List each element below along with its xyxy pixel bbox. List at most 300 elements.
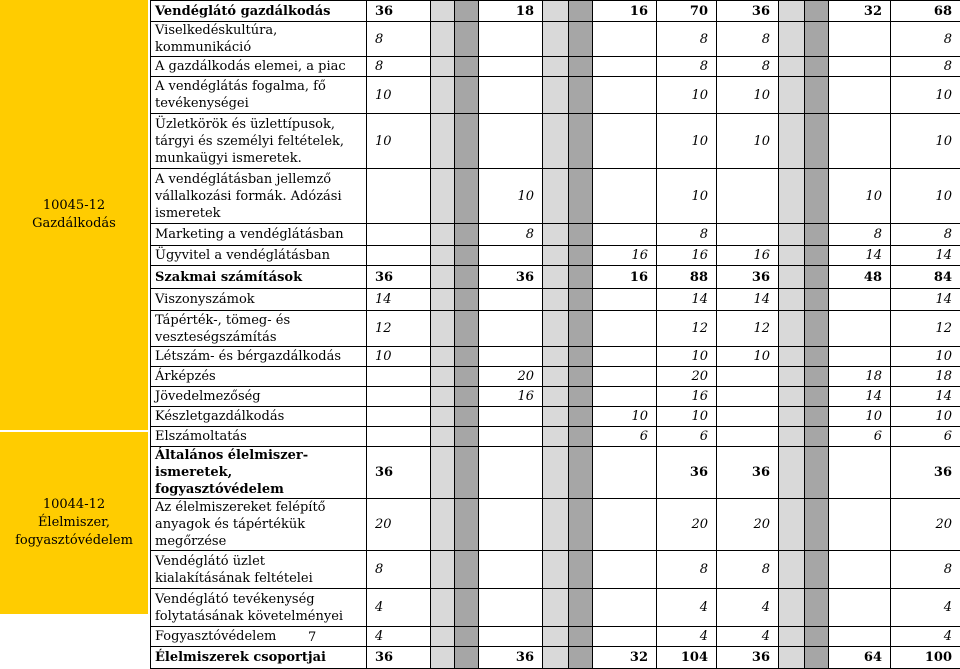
shaded-cell	[455, 427, 479, 447]
shaded-cell	[805, 1, 829, 22]
value-cell	[829, 589, 891, 627]
value-cell	[829, 57, 891, 77]
table-row	[151, 427, 960, 447]
cell-value: 8	[891, 31, 960, 48]
shaded-cell	[455, 266, 479, 289]
row-label: Tápérték-, tömeg- és veszteségszámítás	[151, 311, 367, 347]
cell-value: 32	[829, 3, 890, 20]
value-cell	[829, 387, 891, 407]
value-cell	[829, 499, 891, 551]
value-cell	[367, 224, 431, 246]
value-cell	[829, 77, 891, 114]
value-cell	[717, 387, 779, 407]
table-row	[151, 627, 960, 647]
value-cell	[891, 647, 960, 669]
cell-value: 18	[479, 3, 542, 20]
cell-value: 8	[657, 58, 716, 75]
value-cell	[367, 347, 431, 367]
value-cell	[367, 246, 431, 266]
cell-value: 70	[657, 3, 716, 20]
value-cell	[479, 499, 543, 551]
cell-value: 36	[717, 464, 778, 481]
shaded-cell	[431, 224, 455, 246]
value-cell	[829, 627, 891, 647]
cell-value: 10	[891, 188, 960, 205]
module-name: Gazdálkodás	[32, 215, 116, 233]
shaded-cell	[569, 447, 593, 499]
value-cell	[367, 114, 431, 169]
cell-value: 14	[829, 388, 890, 405]
shaded-cell	[569, 347, 593, 367]
shaded-cell	[431, 22, 455, 57]
shaded-cell	[431, 169, 455, 224]
value-cell	[657, 169, 717, 224]
shaded-cell	[455, 347, 479, 367]
shaded-cell	[431, 551, 455, 589]
value-cell	[657, 447, 717, 499]
shaded-cell	[543, 77, 569, 114]
cell-value: 36	[891, 464, 960, 481]
shaded-cell	[455, 1, 479, 22]
cell-value: 10	[367, 133, 430, 150]
shaded-cell	[543, 447, 569, 499]
value-cell	[657, 224, 717, 246]
cell-value: 8	[717, 561, 778, 578]
value-cell	[593, 447, 657, 499]
value-cell	[479, 22, 543, 57]
value-cell	[593, 347, 657, 367]
shaded-cell	[779, 224, 805, 246]
value-cell	[479, 266, 543, 289]
cell-value: 16	[717, 247, 778, 264]
value-cell	[593, 647, 657, 669]
cell-value: 16	[593, 247, 656, 264]
value-cell	[829, 266, 891, 289]
shaded-cell	[543, 499, 569, 551]
cell-value: 10	[657, 133, 716, 150]
shaded-cell	[431, 289, 455, 311]
shaded-cell	[805, 169, 829, 224]
value-cell	[593, 289, 657, 311]
value-cell	[657, 266, 717, 289]
value-cell	[657, 407, 717, 427]
shaded-cell	[455, 589, 479, 627]
cell-value: 8	[367, 58, 430, 75]
shaded-cell	[569, 627, 593, 647]
shaded-cell	[569, 1, 593, 22]
shaded-cell	[455, 647, 479, 669]
table-row	[151, 266, 960, 289]
shaded-cell	[569, 169, 593, 224]
cell-value: 10	[657, 348, 716, 365]
value-cell	[479, 289, 543, 311]
shaded-cell	[431, 114, 455, 169]
module-name: Élelmiszer, fogyasztóvédelem	[0, 514, 148, 550]
row-label: Vendéglátó tevékenység folytatásának követelményei	[151, 589, 367, 627]
value-cell	[717, 427, 779, 447]
value-cell	[367, 1, 431, 22]
module-code: 10044-12	[0, 496, 148, 514]
value-cell	[829, 647, 891, 669]
shaded-cell	[455, 499, 479, 551]
cell-value: 8	[891, 58, 960, 75]
cell-value: 10	[657, 87, 716, 104]
shaded-cell	[779, 77, 805, 114]
value-cell	[479, 246, 543, 266]
table-row	[151, 224, 960, 246]
cell-value: 10	[717, 87, 778, 104]
value-cell	[891, 589, 960, 627]
cell-value: 10	[717, 348, 778, 365]
value-cell	[593, 114, 657, 169]
shaded-cell	[569, 114, 593, 169]
value-cell	[657, 551, 717, 589]
value-cell	[367, 627, 431, 647]
cell-value: 8	[657, 31, 716, 48]
value-cell	[717, 266, 779, 289]
shaded-cell	[779, 311, 805, 347]
shaded-cell	[455, 407, 479, 427]
table-row	[151, 289, 960, 311]
value-cell	[829, 289, 891, 311]
shaded-cell	[805, 367, 829, 387]
value-cell	[367, 499, 431, 551]
cell-value: 8	[717, 31, 778, 48]
value-cell	[717, 499, 779, 551]
shaded-cell	[431, 1, 455, 22]
curriculum-table	[150, 0, 960, 669]
cell-value: 88	[657, 269, 716, 286]
shaded-cell	[543, 427, 569, 447]
shaded-cell	[569, 57, 593, 77]
cell-value: 16	[593, 3, 656, 20]
table-row	[151, 57, 960, 77]
value-cell	[367, 367, 431, 387]
shaded-cell	[431, 407, 455, 427]
table-row	[151, 367, 960, 387]
cell-value: 4	[367, 599, 430, 616]
value-cell	[593, 499, 657, 551]
value-cell	[891, 347, 960, 367]
shaded-cell	[431, 367, 455, 387]
cell-value: 20	[657, 516, 716, 533]
value-cell	[479, 77, 543, 114]
row-label: Ügyvitel a vendéglátásban	[151, 246, 367, 266]
table-row	[151, 499, 960, 551]
shaded-cell	[779, 427, 805, 447]
shaded-cell	[779, 266, 805, 289]
value-cell	[717, 114, 779, 169]
shaded-cell	[543, 266, 569, 289]
value-cell	[891, 367, 960, 387]
value-cell	[367, 427, 431, 447]
value-cell	[479, 169, 543, 224]
shaded-cell	[805, 447, 829, 499]
value-cell	[829, 224, 891, 246]
cell-value: 36	[717, 269, 778, 286]
value-cell	[657, 367, 717, 387]
value-cell	[657, 22, 717, 57]
table-row	[151, 22, 960, 57]
value-cell	[717, 246, 779, 266]
cell-value: 20	[717, 516, 778, 533]
row-label: Élelmiszerek csoportjai	[151, 647, 367, 669]
value-cell	[593, 627, 657, 647]
shaded-cell	[543, 367, 569, 387]
value-cell	[829, 22, 891, 57]
shaded-cell	[431, 57, 455, 77]
value-cell	[479, 627, 543, 647]
table-row	[151, 246, 960, 266]
value-cell	[593, 427, 657, 447]
shaded-cell	[543, 311, 569, 347]
value-cell	[593, 77, 657, 114]
row-label: Árképzés	[151, 367, 367, 387]
shaded-cell	[455, 367, 479, 387]
value-cell	[657, 589, 717, 627]
cell-value: 20	[657, 368, 716, 385]
cell-value: 4	[891, 628, 960, 645]
value-cell	[479, 647, 543, 669]
value-cell	[479, 447, 543, 499]
cell-value: 64	[829, 649, 890, 666]
value-cell	[657, 387, 717, 407]
cell-value: 36	[717, 649, 778, 666]
shaded-cell	[455, 627, 479, 647]
cell-value: 4	[717, 599, 778, 616]
shaded-cell	[569, 311, 593, 347]
shaded-cell	[543, 347, 569, 367]
value-cell	[891, 266, 960, 289]
row-label: Jövedelmezőség	[151, 387, 367, 407]
shaded-cell	[779, 499, 805, 551]
shaded-cell	[569, 246, 593, 266]
row-label: Marketing a vendéglátásban	[151, 224, 367, 246]
cell-value: 10	[717, 133, 778, 150]
value-cell	[593, 367, 657, 387]
value-cell	[657, 627, 717, 647]
shaded-cell	[543, 169, 569, 224]
value-cell	[891, 311, 960, 347]
shaded-cell	[569, 407, 593, 427]
cell-value: 10	[891, 408, 960, 425]
value-cell	[367, 57, 431, 77]
shaded-cell	[543, 387, 569, 407]
shaded-cell	[543, 246, 569, 266]
value-cell	[657, 647, 717, 669]
row-label: Létszám- és bérgazdálkodás	[151, 347, 367, 367]
row-label: Vendéglátó gazdálkodás	[151, 1, 367, 22]
shaded-cell	[805, 57, 829, 77]
value-cell	[717, 289, 779, 311]
value-cell	[829, 447, 891, 499]
cell-value: 6	[829, 428, 890, 445]
row-label: Általános élelmiszer-ismeretek, fogyasztóvédelem	[151, 447, 367, 499]
shaded-cell	[455, 224, 479, 246]
table-row	[151, 589, 960, 627]
cell-value: 18	[829, 368, 890, 385]
shaded-cell	[455, 311, 479, 347]
cell-value: 10	[367, 348, 430, 365]
value-cell	[829, 347, 891, 367]
cell-value: 14	[829, 247, 890, 264]
shaded-cell	[569, 77, 593, 114]
value-cell	[479, 427, 543, 447]
value-cell	[479, 347, 543, 367]
table-row	[151, 647, 960, 669]
shaded-cell	[455, 551, 479, 589]
value-cell	[829, 407, 891, 427]
shaded-cell	[779, 407, 805, 427]
shaded-cell	[543, 57, 569, 77]
shaded-cell	[569, 427, 593, 447]
row-label: A gazdálkodás elemei, a piac	[151, 57, 367, 77]
cell-value: 36	[479, 269, 542, 286]
shaded-cell	[779, 246, 805, 266]
cell-value: 16	[657, 388, 716, 405]
cell-value: 4	[367, 628, 430, 645]
shaded-cell	[431, 647, 455, 669]
shaded-cell	[805, 77, 829, 114]
table-row	[151, 77, 960, 114]
value-cell	[367, 289, 431, 311]
cell-value: 36	[717, 3, 778, 20]
shaded-cell	[805, 427, 829, 447]
cell-value: 20	[479, 368, 542, 385]
shaded-cell	[805, 347, 829, 367]
value-cell	[891, 551, 960, 589]
module-code: 10045-12	[32, 197, 116, 215]
cell-value: 8	[657, 226, 716, 243]
cell-value: 10	[367, 87, 430, 104]
value-cell	[479, 387, 543, 407]
row-label: Az élelmiszereket felépítő anyagok és tápértékük megőrzése	[151, 499, 367, 551]
shaded-cell	[431, 427, 455, 447]
shaded-cell	[455, 246, 479, 266]
value-cell	[717, 447, 779, 499]
shaded-cell	[805, 22, 829, 57]
shaded-cell	[431, 447, 455, 499]
value-cell	[829, 114, 891, 169]
cell-value: 100	[891, 649, 960, 666]
cell-value: 36	[657, 464, 716, 481]
value-cell	[657, 77, 717, 114]
value-cell	[829, 169, 891, 224]
shaded-cell	[779, 114, 805, 169]
cell-value: 20	[891, 516, 960, 533]
cell-value: 10	[829, 408, 890, 425]
value-cell	[717, 77, 779, 114]
shaded-cell	[779, 1, 805, 22]
value-cell	[829, 1, 891, 22]
value-cell	[593, 1, 657, 22]
shaded-cell	[543, 1, 569, 22]
cell-value: 6	[657, 428, 716, 445]
shaded-cell	[431, 627, 455, 647]
cell-value: 8	[657, 561, 716, 578]
value-cell	[829, 367, 891, 387]
value-cell	[367, 266, 431, 289]
value-cell	[367, 77, 431, 114]
cell-value: 8	[717, 58, 778, 75]
shaded-cell	[569, 589, 593, 627]
value-cell	[593, 224, 657, 246]
shaded-cell	[569, 647, 593, 669]
value-cell	[717, 1, 779, 22]
shaded-cell	[543, 224, 569, 246]
table-row	[151, 347, 960, 367]
value-cell	[657, 347, 717, 367]
shaded-cell	[431, 266, 455, 289]
value-cell	[657, 246, 717, 266]
shaded-cell	[805, 499, 829, 551]
value-cell	[593, 246, 657, 266]
value-cell	[479, 224, 543, 246]
shaded-cell	[569, 551, 593, 589]
row-label: Vendéglátó üzlet kialakításának feltételei	[151, 551, 367, 589]
table-row	[151, 447, 960, 499]
shaded-cell	[805, 647, 829, 669]
value-cell	[479, 407, 543, 427]
cell-value: 16	[593, 269, 656, 286]
shaded-cell	[805, 589, 829, 627]
value-cell	[717, 22, 779, 57]
value-cell	[891, 1, 960, 22]
shaded-cell	[431, 499, 455, 551]
value-cell	[717, 224, 779, 246]
value-cell	[367, 447, 431, 499]
cell-value: 36	[479, 649, 542, 666]
row-label: Készletgazdálkodás	[151, 407, 367, 427]
value-cell	[657, 1, 717, 22]
row-label: Viselkedéskultúra, kommunikáció	[151, 22, 367, 57]
shaded-cell	[779, 367, 805, 387]
shaded-cell	[779, 589, 805, 627]
value-cell	[891, 289, 960, 311]
value-cell	[829, 427, 891, 447]
value-cell	[891, 22, 960, 57]
shaded-cell	[779, 647, 805, 669]
value-cell	[891, 627, 960, 647]
row-label: Viszonyszámok	[151, 289, 367, 311]
cell-value: 14	[367, 291, 430, 308]
value-cell	[891, 246, 960, 266]
cell-value: 14	[891, 247, 960, 264]
shaded-cell	[805, 387, 829, 407]
value-cell	[367, 551, 431, 589]
value-cell	[593, 551, 657, 589]
table-row	[151, 551, 960, 589]
value-cell	[367, 407, 431, 427]
shaded-cell	[455, 447, 479, 499]
value-cell	[657, 289, 717, 311]
cell-value: 36	[367, 464, 430, 481]
value-cell	[891, 57, 960, 77]
value-cell	[479, 367, 543, 387]
cell-value: 4	[657, 628, 716, 645]
row-label: Szakmai számítások	[151, 266, 367, 289]
value-cell	[717, 627, 779, 647]
shaded-cell	[455, 22, 479, 57]
value-cell	[593, 22, 657, 57]
shaded-cell	[455, 57, 479, 77]
shaded-cell	[805, 114, 829, 169]
value-cell	[891, 447, 960, 499]
value-cell	[593, 311, 657, 347]
shaded-cell	[805, 311, 829, 347]
shaded-cell	[569, 266, 593, 289]
cell-value: 12	[367, 320, 430, 337]
